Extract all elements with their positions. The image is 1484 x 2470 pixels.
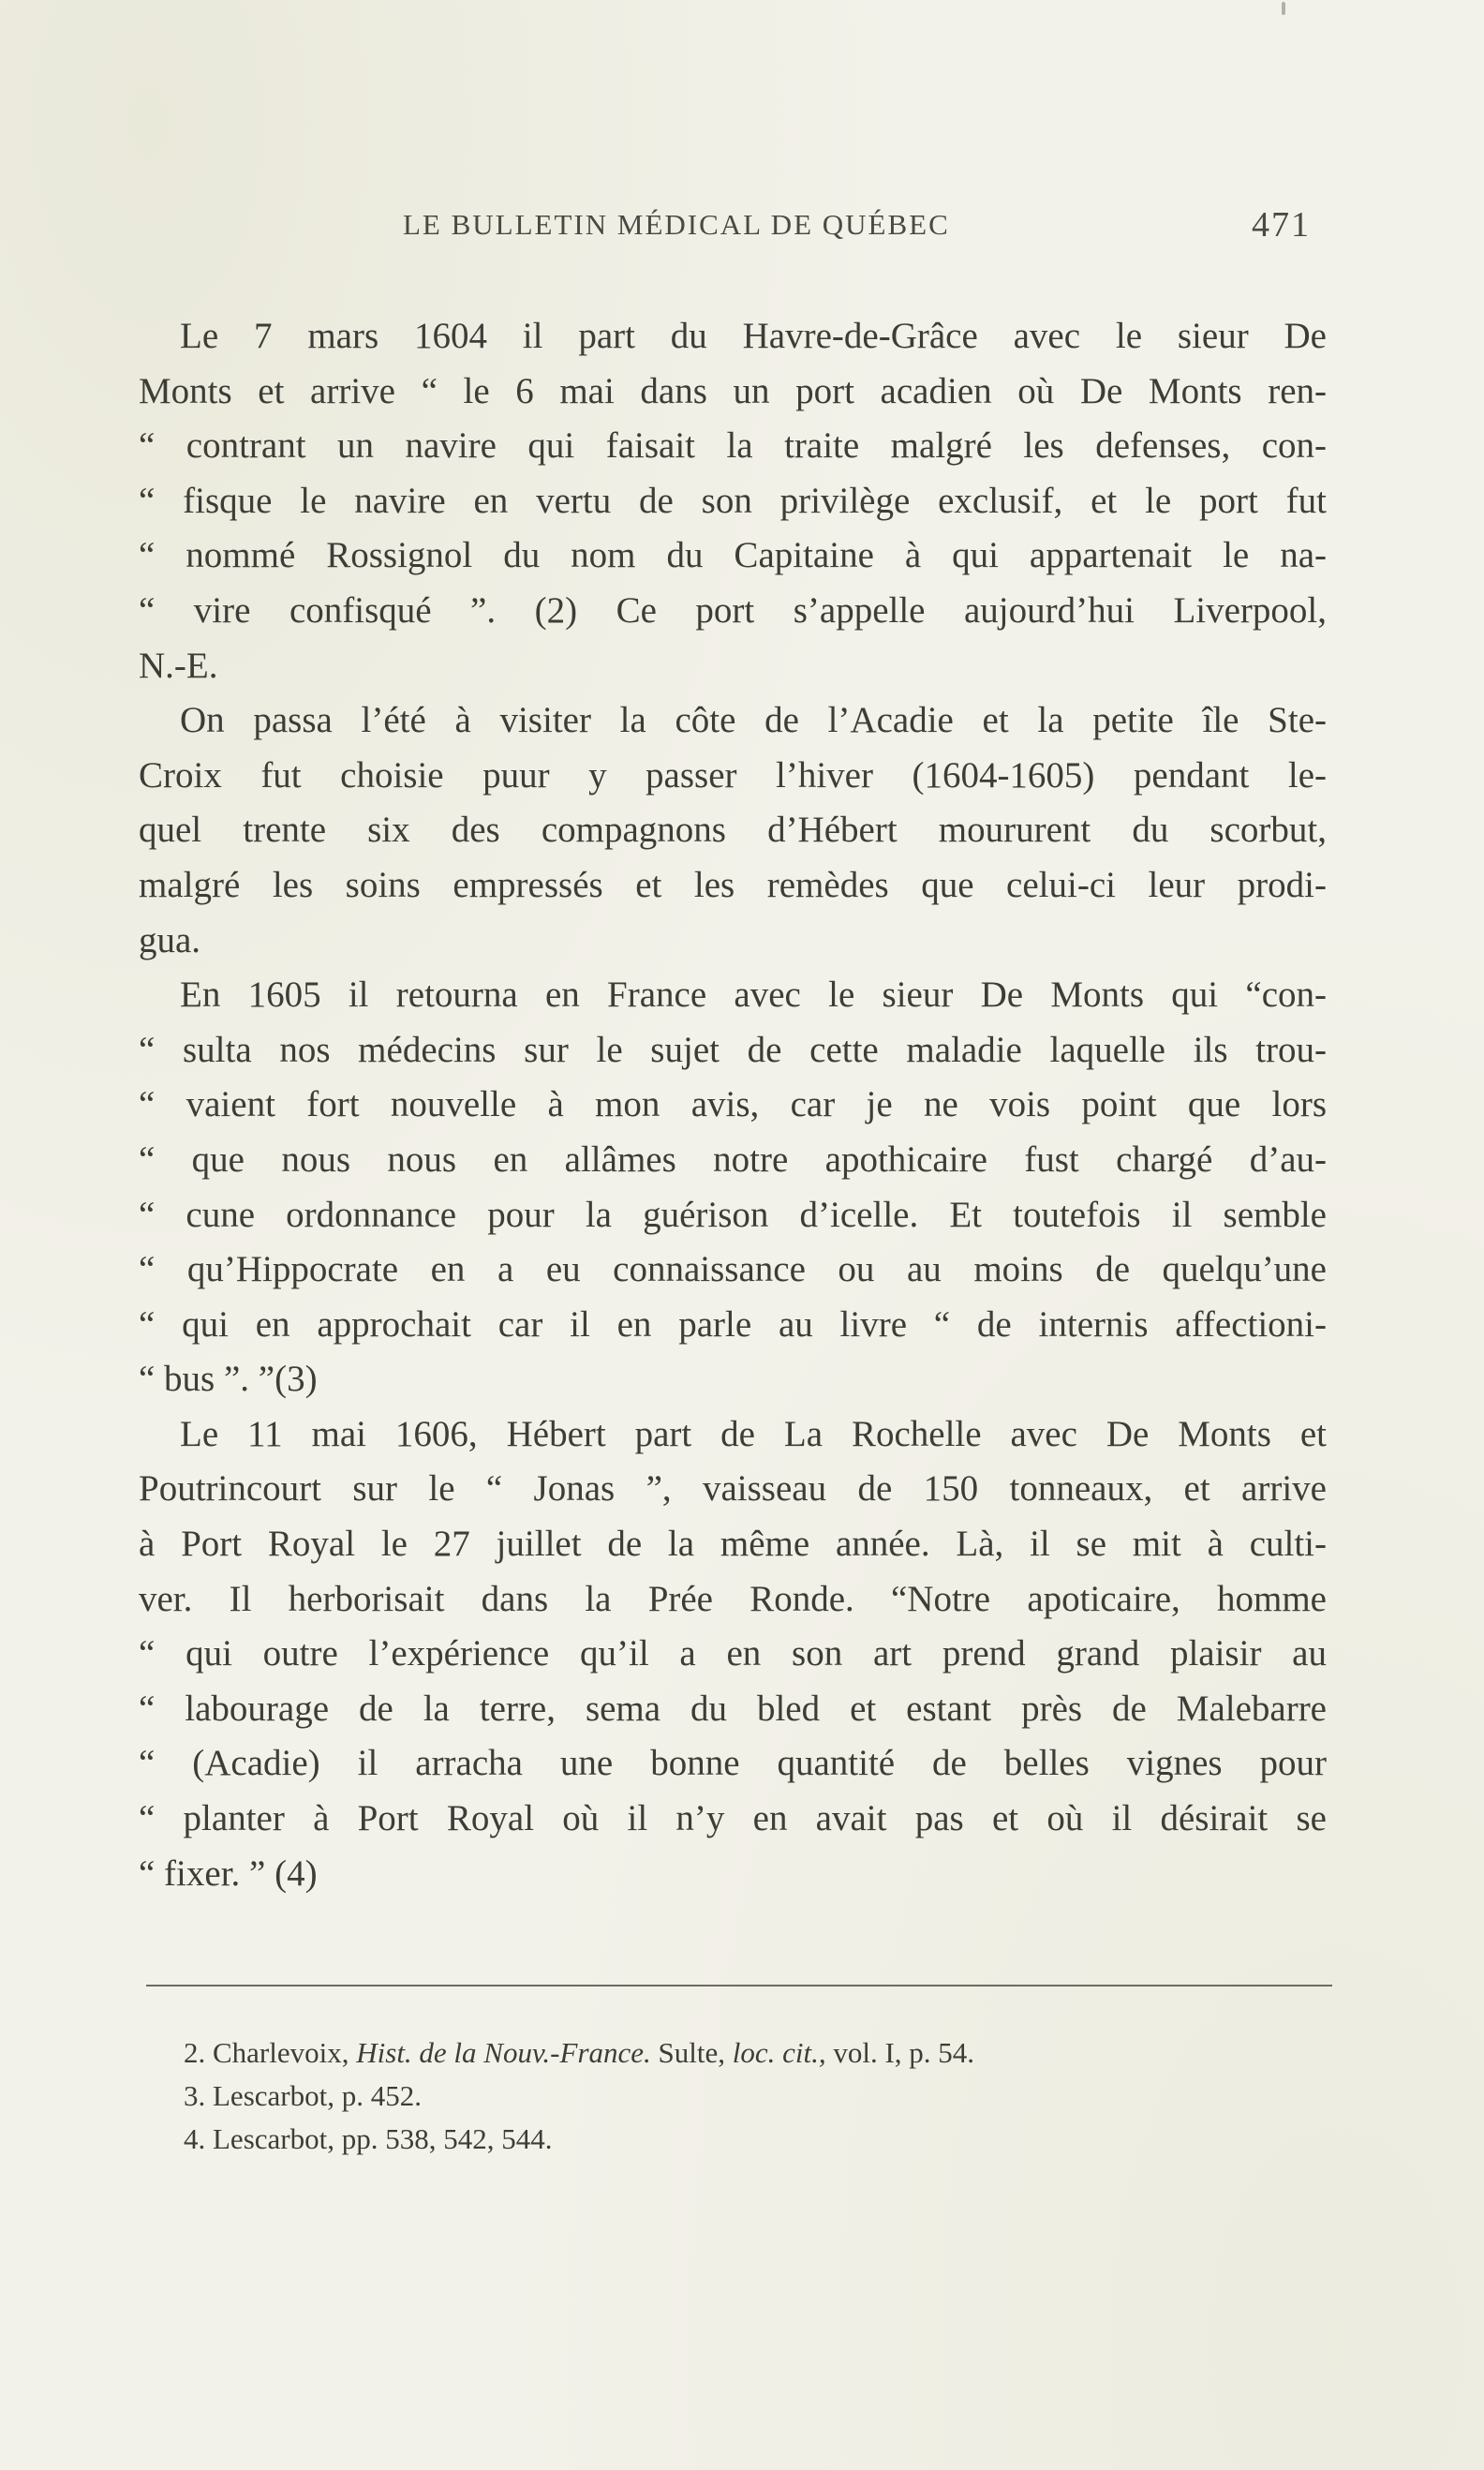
text-line: “ qui outre l’expérience qu’il a en son art prend grand plaisir au <box>139 1633 1327 1674</box>
text-line: gua. <box>139 919 201 960</box>
footnote-title: Hist. de la Nouv.-France. <box>356 2036 651 2069</box>
paper-speck <box>1282 2 1285 15</box>
text-line: “ sulta nos médecins sur le sujet de cette maladie laquelle ils trou- <box>139 1029 1327 1070</box>
text-line: à Port Royal le 27 juillet de la même année. Là, il se mit à culti- <box>139 1524 1327 1565</box>
text-line: N.-E. <box>139 645 218 686</box>
footnote-2 <box>184 2031 1308 2075</box>
footnote-divider <box>146 1985 1332 1986</box>
text-line: Le 11 mai 1606, Hébert part de La Rochelle avec De Monts et <box>180 1413 1327 1454</box>
text-line: Poutrincourt sur le “ Jonas ”, vaisseau de 150 tonneaux, et arrive <box>139 1468 1327 1510</box>
text-line: “ cune ordonnance pour la guérison d’icelle. Et toutefois il semble <box>139 1194 1327 1235</box>
text-line: On passa l’été à visiter la côte de l’Acadie et la petite île Ste- <box>180 700 1327 741</box>
footnote-number: 2. <box>184 2036 206 2069</box>
text-line: “ planter à Port Royal où il n’y en avait pas et où il désirait se <box>139 1798 1327 1839</box>
footnote-4 <box>184 2118 1308 2161</box>
text-line: “ fisque le navire en vertu de son privilège exclusif, et le port fut <box>139 480 1327 521</box>
text-line: “ nommé Rossignol du nom du Capitaine à qui appartenait le na- <box>139 535 1327 576</box>
paragraph-2 <box>139 693 1327 968</box>
text-line: ver. Il herborisait dans la Prée Ronde. “Notre apoticaire, homme <box>139 1578 1327 1619</box>
text-line: “ (Acadie) il arracha une bonne quantité de belles vignes pour <box>139 1743 1327 1784</box>
text-line: “ contrant un navire qui faisait la traite malgré les defenses, con- <box>139 425 1327 467</box>
footnotes <box>184 2031 1308 2161</box>
text-line: “ fixer. ” (4) <box>139 1852 318 1894</box>
paragraph-1 <box>139 309 1327 693</box>
text-line: Le 7 mars 1604 il part du Havre-de-Grâce avec le sieur De <box>180 316 1327 356</box>
page-number: 471 <box>1252 205 1311 245</box>
running-title: LE BULLETIN MÉDICAL DE QUÉBEC <box>403 208 950 241</box>
text-line: “ que nous nous en allâmes notre apothicaire fust chargé d’au- <box>139 1138 1327 1180</box>
text-line: “ labourage de la terre, sema du bled et estant près de Malebarre <box>139 1688 1327 1729</box>
text-line: “ vaient fort nouvelle à mon avis, car je ne vois point que lors <box>139 1084 1327 1125</box>
text-line: En 1605 il retourna en France avec le sieur De Monts qui “con- <box>180 975 1327 1016</box>
body-text <box>139 309 1327 1901</box>
text-line: “ qu’Hippocrate en a eu connaissance ou au moins de quelqu’une <box>139 1249 1327 1290</box>
text-line: “ vire confisqué ”. (2) Ce port s’appelle aujourd’hui Liverpool, <box>139 589 1327 631</box>
text-line: “ bus ”. ”(3) <box>139 1359 318 1400</box>
footnote-number: 3. <box>184 2079 206 2112</box>
paragraph-4 <box>139 1407 1327 1901</box>
footnote-author: Charlevoix, <box>213 2036 349 2069</box>
footnote-ref: loc. cit., <box>732 2036 826 2069</box>
text-line: quel trente six des compagnons d’Hébert moururent du scorbut, <box>139 810 1327 851</box>
footnote-number: 4. <box>184 2122 206 2155</box>
text-line: malgré les soins empressés et les remèdes que celui-ci leur prodi- <box>139 864 1327 905</box>
text-line: “ qui en approchait car il en parle au livre “ de internis affectioni- <box>139 1303 1327 1345</box>
footnote-3 <box>184 2075 1308 2118</box>
paragraph-3 <box>139 968 1327 1407</box>
text-line: Croix fut choisie puur y passer l’hiver (1604-1605) pendant le- <box>139 754 1327 796</box>
footnote-rest: vol. I, p. 54. <box>833 2036 975 2069</box>
footnote-text: Lescarbot, p. 452. <box>213 2079 422 2112</box>
footnote-after-title: Sulte, <box>658 2036 726 2069</box>
footnote-text: Lescarbot, pp. 538, 542, 544. <box>213 2122 553 2155</box>
text-line: Monts et arrive “ le 6 mai dans un port acadien où De Monts ren- <box>139 370 1327 411</box>
